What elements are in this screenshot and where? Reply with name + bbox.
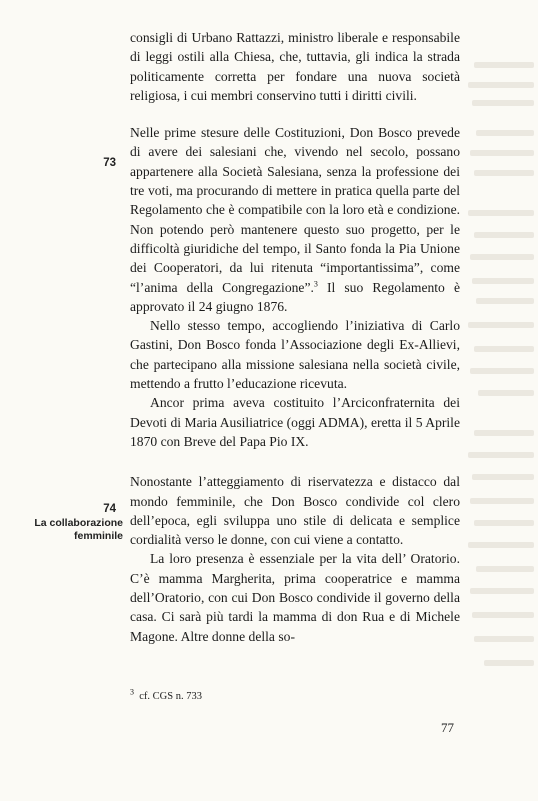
paragraph-73-ex-allievi: Nello stesso tempo, accogliendo l’iniziativa di Carlo Gastini, Don Bosco fonda l’Associazione degli Ex-Allievi, che partecipano alla missione salesiana nella società civile, mettendo a frutto l’educazione ricevuta. [130,318,460,392]
paragraph-74-main: Nonostante l’atteggiamento di riservatezza e distacco dal mondo femminile, che Don Bosco condivide col clero dell’epoca, egli sviluppa uno stile di delicata e semplice cordialità verso le donne, con cui viene a contatto. [130,474,460,548]
paragraph-73-main-text: Nelle prime stesure delle Costituzioni, Don Bosco prevede di avere dei salesiani che, vivendo nel secolo, possano appartenere alla Società Salesiana, senza la professione dei tre voti, ma procurando di mettere in pratica quella parte del Regolamento che è compatibile con la loro età e condizione. Non potendo però mantenere questo suo progetto, per le difficoltà giuridiche del tempo, il Santo fonda la Pia Unione dei Cooperatori, da lui ritenuta “importantissima”, come “l’anima della Congregazione”. [130,125,460,295]
section-number-74: 74 [103,503,116,515]
footnote-text: cf. CGS n. 733 [139,691,202,702]
paragraph-gap [130,451,460,472]
top-spacer [130,0,460,28]
footnote-ref: 3 [313,279,318,289]
main-text-column [130,0,460,646]
paragraph-continuation: consigli di Urbano Rattazzi, ministro liberale e responsabile di leggi ostili alla Chiesa, che, tuttavia, gli indica la strada politicamente corretta per fondare una nuova società religiosa, i cui membri conservino tutti i diritti civili. [130,30,460,103]
page-number: 77 [441,720,454,735]
paragraph-73-adma: Ancor prima aveva costituito l’Arciconfraternita dei Devoti di Maria Ausiliatrice (oggi ADMA), eretta il 5 Aprile 1870 con Breve del Papa Pio IX. [130,395,460,449]
paragraph-74-presenza: La loro presenza è essenziale per la vita dell’ Oratorio. C’è mamma Margherita, prima cooperatrice e mamma dell’Oratorio, con cui Don Bosco condivide il governo della casa. Ci sarà più tardi la mamma di don Rua e di Michele Magone. Altre donne della so- [130,551,460,644]
paragraph-73-main-tail: Il suo Regolamento è approvato il 24 giugno 1876. [130,279,460,314]
footnote [130,687,202,702]
margin-title-collaborazione: La collaborazione femminile [34,517,123,542]
section-number-73: 73 [103,157,116,169]
paragraph-gap [130,105,460,123]
footnote-mark: 3 [130,687,134,697]
paragraph-73-main [130,123,460,316]
